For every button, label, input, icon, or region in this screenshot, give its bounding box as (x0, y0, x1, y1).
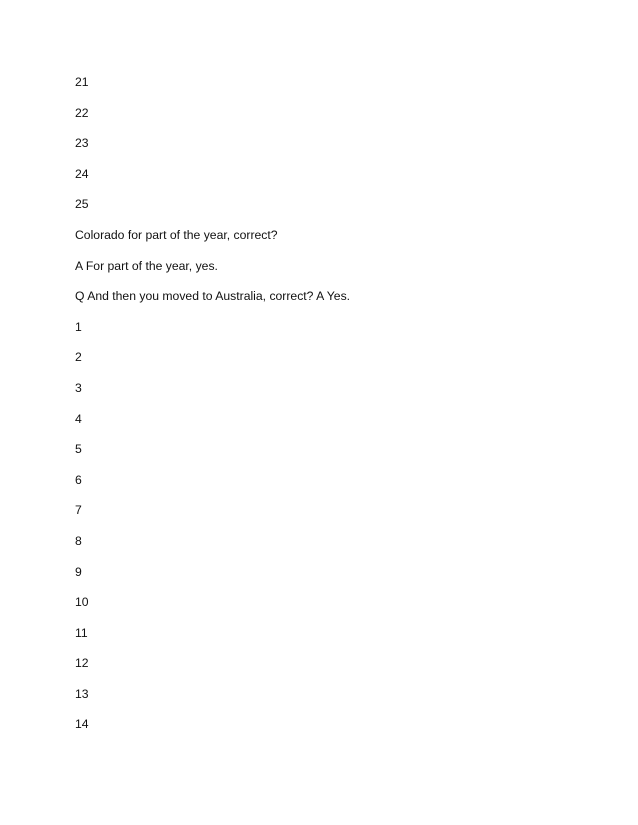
line-number: 25 (75, 197, 89, 212)
line-number: 6 (75, 472, 82, 487)
line-number: 3 (75, 380, 82, 395)
line-number: 22 (75, 105, 89, 120)
transcript-lines (75, 73, 575, 746)
answer-text: A For part of the year, yes. (75, 258, 218, 273)
line-number: 1 (75, 319, 82, 334)
line-number: 24 (75, 166, 89, 181)
line-number: 9 (75, 564, 82, 579)
line-number: 10 (75, 595, 89, 610)
line-number: 7 (75, 503, 82, 518)
line-number: 14 (75, 717, 89, 732)
question-answer-text: Q And then you moved to Australia, correct? A Yes. (75, 289, 351, 304)
line-number: 23 (75, 136, 89, 151)
line-number: 5 (75, 442, 82, 457)
transcript-text: Colorado for part of the year, correct? (75, 227, 278, 242)
line-number: 11 (75, 625, 88, 640)
line-number: 13 (75, 686, 89, 701)
line-number: 2 (75, 350, 82, 365)
line-number: 12 (75, 656, 89, 671)
line-number: 21 (75, 75, 89, 89)
line-number: 8 (75, 533, 82, 548)
line-number: 4 (75, 411, 82, 426)
